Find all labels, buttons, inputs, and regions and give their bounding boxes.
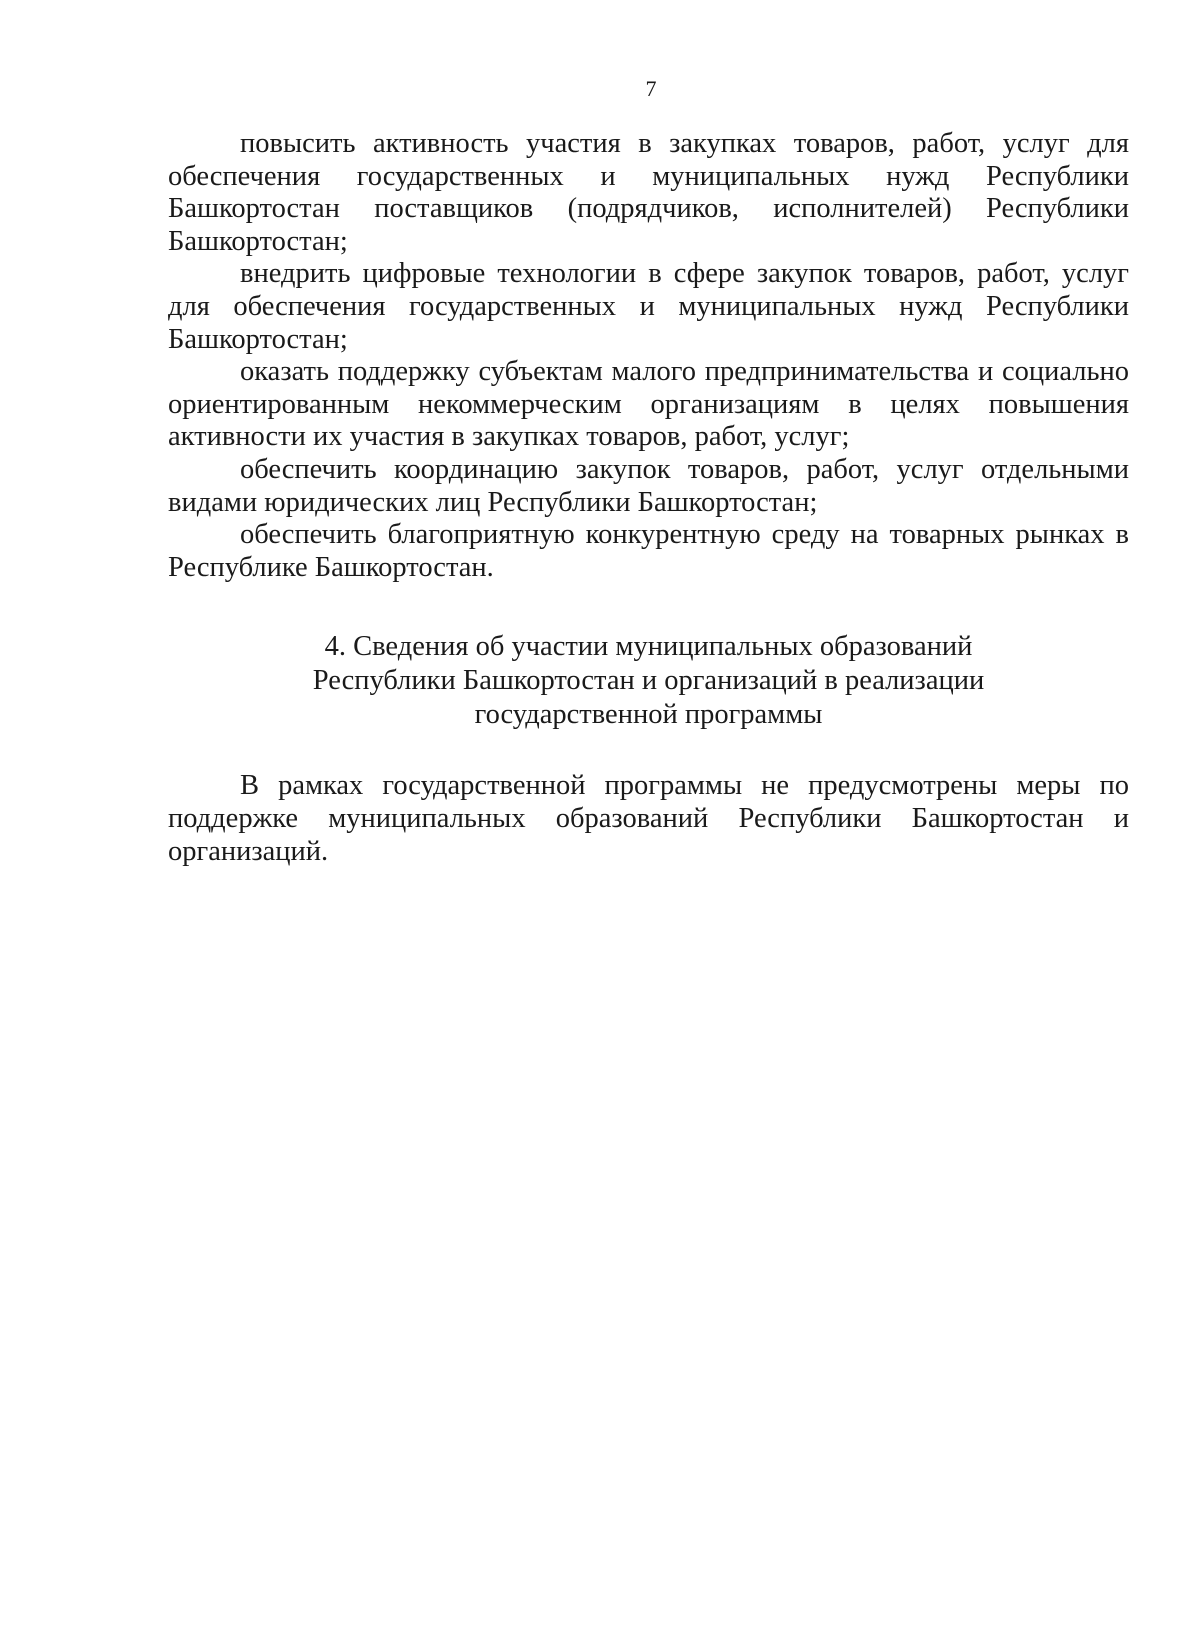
section-heading: [168, 630, 1129, 732]
closing-paragraph: В рамках государственной программы не предусмотрены меры по поддержке муниципальных образований Республики Башкортостан и организаций.: [168, 770, 1129, 867]
section-heading-line: 4. Сведения об участии муниципальных образований: [324, 631, 973, 662]
goal-paragraph: оказать поддержку субъектам малого предпринимательства и социально ориентированным некоммерческим организациям в целях повышения активности их участия в закупках товаров, работ, услуг;: [168, 356, 1129, 453]
goals-list: [168, 128, 1129, 584]
section-heading-line: государственной программы: [474, 699, 823, 730]
goal-paragraph: повысить активность участия в закупках товаров, работ, услуг для обеспечения государственных и муниципальных нужд Республики Башкортостан поставщиков (подрядчиков, исполнителей) Республики Башкортостан;: [168, 128, 1129, 257]
goal-paragraph: обеспечить координацию закупок товаров, работ, услуг отдельными видами юридических лиц Республики Башкортостан;: [168, 453, 1129, 518]
goal-paragraph: обеспечить благоприятную конкурентную среду на товарных рынках в Республике Башкортостан.: [168, 519, 1129, 583]
closing-section: [168, 769, 1129, 868]
goal-paragraph: внедрить цифровые технологии в сфере закупок товаров, работ, услуг для обеспечения государственных и муниципальных нужд Республики Башкортостан;: [168, 258, 1129, 355]
section-heading-line: Республики Башкортостан и организаций в реализации: [312, 665, 985, 696]
page-number: 7: [645, 76, 657, 101]
